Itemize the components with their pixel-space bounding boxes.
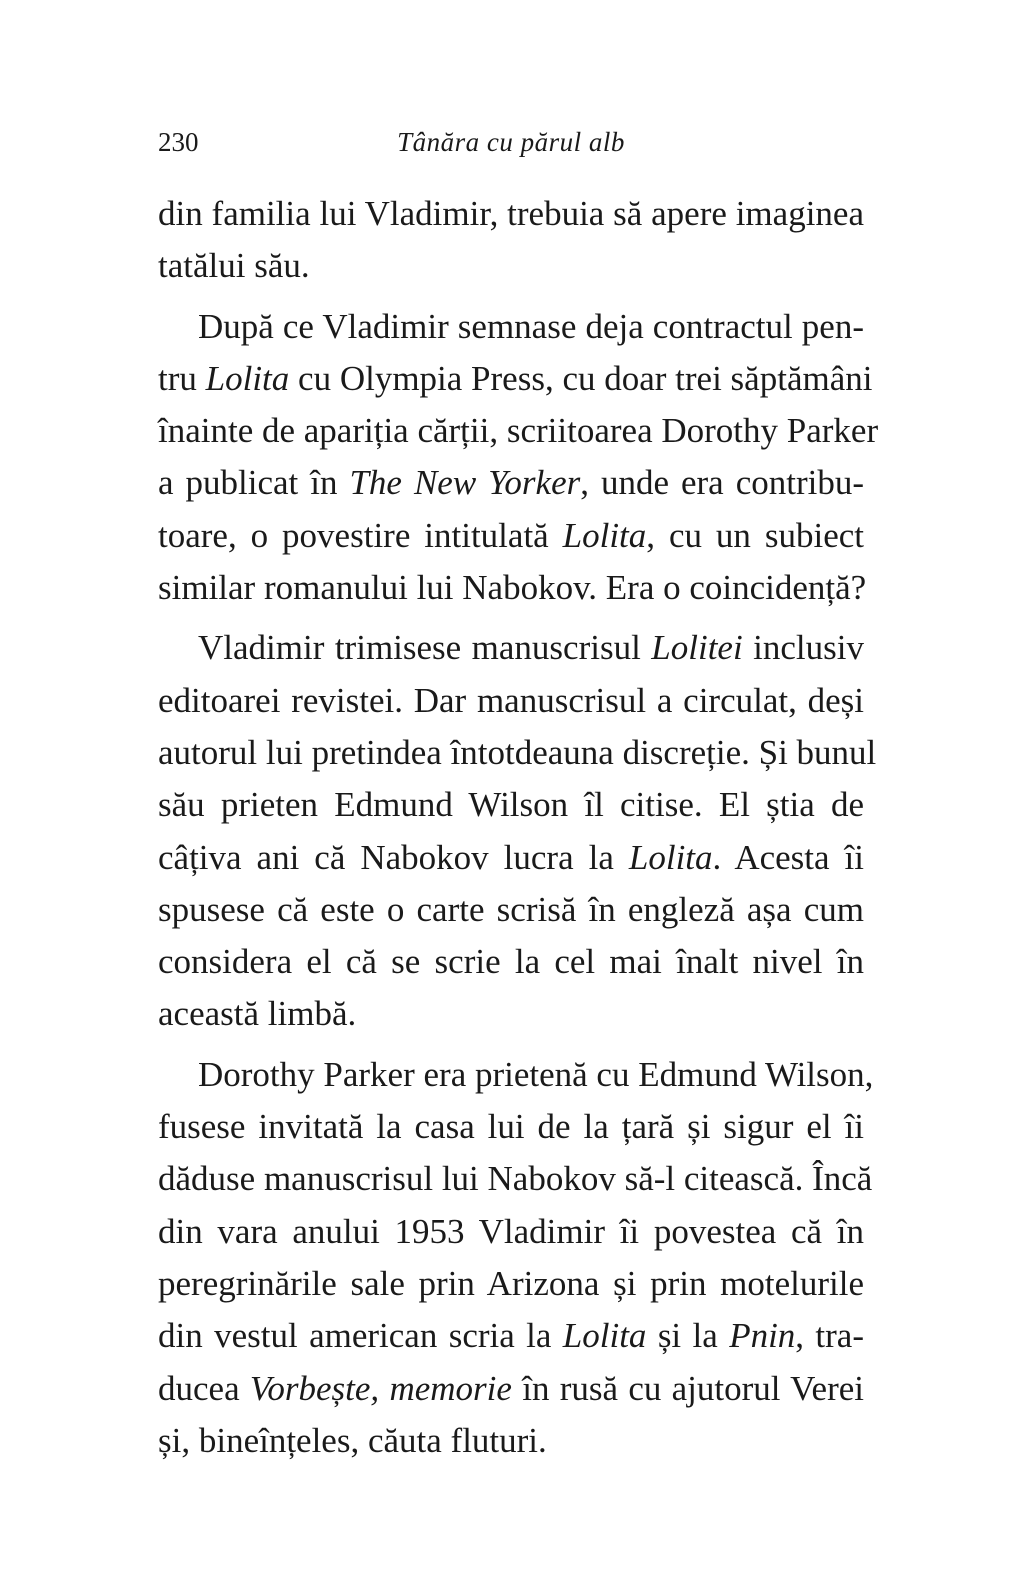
text-run: dăduse manuscrisul lui Nabokov să-l citească. Încă xyxy=(158,1159,873,1199)
paragraph-p4 xyxy=(158,1049,874,1467)
text-line xyxy=(158,301,864,353)
text-line xyxy=(158,622,864,674)
text-run: . Acesta îi xyxy=(712,837,864,877)
text-run: și, bineînțeles, căuta fluturi. xyxy=(158,1420,547,1460)
text-run: tru xyxy=(158,358,206,398)
text-run: său prieten Edmund Wilson îl citise. El știa de xyxy=(158,785,864,825)
text-line xyxy=(158,1363,864,1415)
paragraph-p1 xyxy=(158,188,864,293)
text-line xyxy=(158,988,864,1040)
text-run: similar romanului lui Nabokov. Era o coincidență? xyxy=(158,568,867,608)
text-run: , cu un subiect xyxy=(646,515,864,555)
text-run: această limbă. xyxy=(158,994,357,1034)
text-run: peregrinările sale prin Arizona și prin motelurile xyxy=(158,1263,864,1303)
italic-title: Lolita xyxy=(205,358,290,398)
paragraph-p2 xyxy=(158,301,879,615)
text-run: din vestul american scria la xyxy=(158,1316,563,1356)
text-run: Dorothy Parker era prietenă cu Edmund Wilson, xyxy=(198,1054,874,1094)
book-title: Tânăra cu părul alb xyxy=(397,127,625,157)
italic-title: Vorbește, memorie xyxy=(249,1368,512,1408)
text-line xyxy=(158,1101,864,1153)
text-line xyxy=(158,353,873,405)
text-run: fusese invitată la casa lui de la țară și sigur el îi xyxy=(158,1107,864,1147)
text-run: câțiva ani că Nabokov lucra la xyxy=(158,837,629,877)
text-run: După ce Vladimir semnase deja contractul pen- xyxy=(198,306,864,346)
text-line xyxy=(158,1258,864,1310)
paragraph-p3 xyxy=(158,622,877,1040)
text-line xyxy=(158,727,877,779)
text-line xyxy=(158,510,864,562)
text-run: tatălui său. xyxy=(158,246,310,286)
text-run: a publicat în xyxy=(158,463,350,503)
text-line xyxy=(158,884,864,936)
text-run: din vara anului 1953 Vladimir îi povestea că în xyxy=(158,1211,864,1251)
text-run: înainte de apariția cărții, scriitoarea Dorothy Parker xyxy=(158,411,879,451)
italic-title: Lolitei xyxy=(651,628,743,668)
text-run: spusese că este o carte scrisă în engleză așa cum xyxy=(158,889,864,929)
italic-title: Lolita xyxy=(628,837,713,877)
italic-title: Pnin xyxy=(729,1316,796,1356)
text-line xyxy=(158,936,864,988)
body-text xyxy=(158,188,879,1467)
text-line xyxy=(158,240,864,292)
text-run: , unde era contribu- xyxy=(580,463,864,503)
text-run: , tra- xyxy=(795,1316,864,1356)
text-run: considera el că se scrie la cel mai înalt nivel în xyxy=(158,942,864,982)
text-run: inclusiv xyxy=(742,628,864,668)
text-line xyxy=(158,832,864,884)
paragraph-gap xyxy=(158,1041,864,1049)
italic-title: The New Yorker xyxy=(349,463,581,503)
text-run: autorul lui pretindea întotdeauna discreție. Și bunul xyxy=(158,732,877,772)
text-line xyxy=(158,675,864,727)
text-line xyxy=(158,188,864,240)
text-run: din familia lui Vladimir, trebuia să apere imaginea xyxy=(158,194,864,233)
paragraph-gap xyxy=(158,614,864,622)
italic-title: Lolita xyxy=(562,515,647,555)
text-run: editoarei revistei. Dar manuscrisul a circulat, deși xyxy=(158,680,864,720)
italic-title: Lolita xyxy=(562,1316,647,1356)
text-line xyxy=(158,779,864,831)
text-line xyxy=(158,405,879,457)
text-run: cu Olympia Press, cu doar trei săptămâni xyxy=(289,358,873,398)
running-head xyxy=(158,122,864,162)
text-run: în rusă cu ajutorul Verei xyxy=(511,1368,864,1408)
text-run: și la xyxy=(646,1316,730,1356)
page-number: 230 xyxy=(158,127,199,157)
text-line xyxy=(158,1049,874,1101)
paragraph-gap xyxy=(158,293,864,301)
text-run: Vladimir trimisese manuscrisul xyxy=(198,628,652,668)
text-run: toare, o povestire intitulată xyxy=(158,515,563,555)
text-run: ducea xyxy=(158,1368,250,1408)
text-line xyxy=(158,562,867,614)
text-line xyxy=(158,1153,873,1205)
text-line xyxy=(158,1206,864,1258)
text-line xyxy=(158,457,864,509)
text-line xyxy=(158,1310,864,1362)
text-line xyxy=(158,1415,864,1467)
